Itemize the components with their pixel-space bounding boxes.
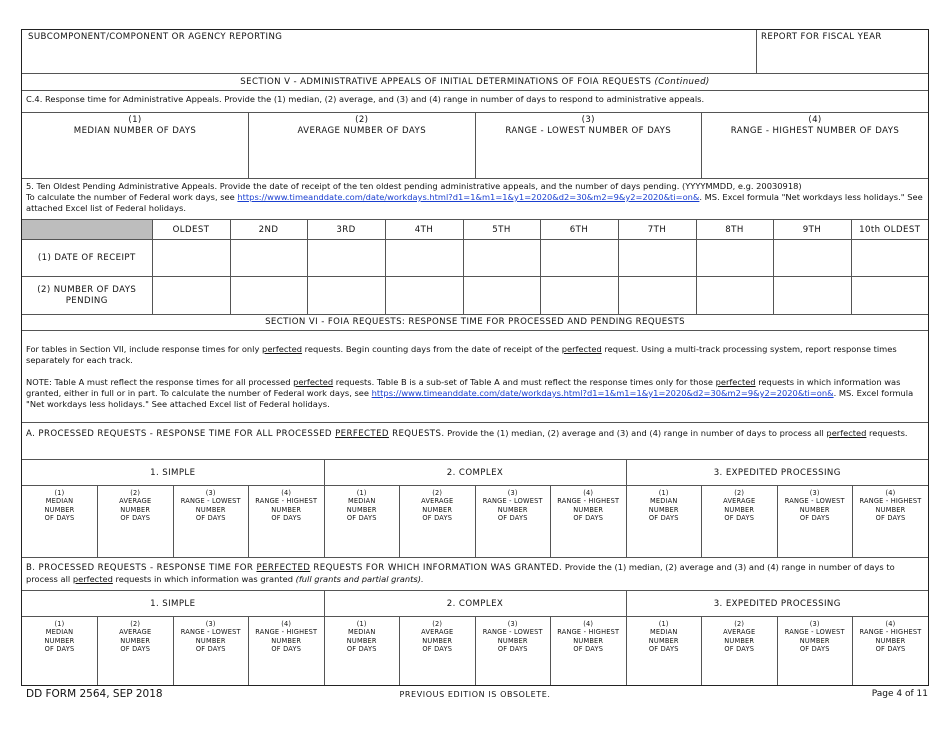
days-cell[interactable] — [540, 277, 618, 315]
days-cell[interactable] — [385, 277, 463, 315]
sub-column-label: (3) RANGE - LOWEST NUMBER OF DAYS — [482, 489, 543, 523]
table-a-title: A. PROCESSED REQUESTS - RESPONSE TIME FOR ALL PROCESSED PERFECTED REQUESTS. Provide the (1) median, (2) average and (3) and (4) range in number of days to process all perfected requests. — [26, 428, 908, 439]
response-time-cell[interactable] — [475, 486, 551, 558]
sub-column-label: (1) MEDIAN NUMBER OF DAYS — [648, 489, 679, 523]
form-id: DD FORM 2564, SEP 2018 — [26, 688, 163, 700]
response-time-cell[interactable] — [475, 617, 551, 687]
receipt-cell[interactable] — [618, 240, 696, 277]
sub-column-label: (1) MEDIAN NUMBER OF DAYS — [346, 489, 377, 523]
track-complex: 2. COMPLEX — [324, 591, 626, 617]
response-time-cell[interactable] — [173, 486, 249, 558]
sub-column-label: (2) AVERAGE NUMBER OF DAYS — [421, 620, 454, 654]
response-time-cell[interactable] — [173, 617, 249, 687]
c4-col-median[interactable]: (1) MEDIAN NUMBER OF DAYS — [22, 113, 249, 178]
days-cell[interactable] — [152, 277, 230, 315]
sub-column-label: (1) MEDIAN NUMBER OF DAYS — [346, 620, 377, 654]
agency-field[interactable] — [22, 30, 757, 73]
days-cell[interactable] — [851, 277, 928, 315]
oldest-row-days — [22, 277, 928, 315]
days-cell[interactable] — [463, 277, 540, 315]
c4-col-lowest[interactable]: (3) RANGE - LOWEST NUMBER OF DAYS — [475, 113, 702, 178]
sub-column-label: (2) AVERAGE NUMBER OF DAYS — [421, 489, 454, 523]
receipt-cell[interactable] — [152, 240, 230, 277]
workdays-link[interactable]: https://www.timeanddate.com/date/workdays.html?d1=1&m1=1&y1=2020&d2=30&m2=9&y2=2020&ti=on& — [371, 388, 834, 398]
oldest-header: 3RD — [307, 220, 385, 240]
receipt-cell[interactable] — [307, 240, 385, 277]
days-cell[interactable] — [773, 277, 851, 315]
oldest-header: 4TH — [385, 220, 463, 240]
oldest-header: 8TH — [696, 220, 773, 240]
row-label-days: (2) NUMBER OF DAYS PENDING — [22, 277, 152, 315]
sub-column-label: (3) RANGE - LOWEST NUMBER OF DAYS — [784, 489, 845, 523]
oldest-corner-cell — [22, 220, 152, 240]
fiscal-year-label: REPORT FOR FISCAL YEAR — [761, 32, 882, 42]
track-complex: 2. COMPLEX — [324, 460, 626, 486]
sub-column-label: (4) RANGE - HIGHEST NUMBER OF DAYS — [557, 620, 620, 654]
oldest-row-receipt — [22, 240, 928, 277]
response-time-cell[interactable] — [626, 486, 702, 558]
response-time-cell[interactable] — [551, 617, 627, 687]
c4-instruction: C.4. Response time for Administrative Appeals. Provide the (1) median, (2) average, and (3) and (4) range in number of days to respond to administrative appeals. — [22, 91, 928, 113]
days-cell[interactable] — [307, 277, 385, 315]
sub-column-label: (3) RANGE - LOWEST NUMBER OF DAYS — [180, 620, 241, 654]
oldest-header: 5TH — [463, 220, 540, 240]
response-time-cell[interactable] — [249, 486, 325, 558]
receipt-cell[interactable] — [696, 240, 773, 277]
sub-column-label: (3) RANGE - LOWEST NUMBER OF DAYS — [180, 489, 241, 523]
response-time-cell[interactable] — [98, 617, 174, 687]
workdays-link[interactable]: https://www.timeanddate.com/date/workdays.html?d1=1&m1=1&y1=2020&d2=30&m2=9&y2=2020&ti=on& — [237, 192, 700, 202]
sub-column-label: (2) AVERAGE NUMBER OF DAYS — [723, 620, 756, 654]
table-b — [22, 590, 928, 686]
sub-column-label: (2) AVERAGE NUMBER OF DAYS — [119, 489, 152, 523]
response-time-cell[interactable] — [400, 617, 476, 687]
response-time-cell[interactable] — [324, 617, 400, 687]
sub-column-label: (4) RANGE - HIGHEST NUMBER OF DAYS — [859, 620, 922, 654]
header-row — [22, 30, 928, 74]
sub-column-label: (1) MEDIAN NUMBER OF DAYS — [648, 620, 679, 654]
response-time-cell[interactable] — [853, 486, 929, 558]
track-expedited: 3. EXPEDITED PROCESSING — [626, 460, 928, 486]
response-time-cell[interactable] — [22, 486, 98, 558]
oldest-table — [22, 219, 928, 315]
oldest-header: 9TH — [773, 220, 851, 240]
receipt-cell[interactable] — [773, 240, 851, 277]
response-time-cell[interactable] — [702, 486, 778, 558]
sub-column-label: (4) RANGE - HIGHEST NUMBER OF DAYS — [255, 620, 318, 654]
receipt-cell[interactable] — [463, 240, 540, 277]
table-a-subcolumns — [22, 486, 928, 558]
sub-column-label: (3) RANGE - LOWEST NUMBER OF DAYS — [784, 620, 845, 654]
section6-instructions — [22, 331, 928, 423]
response-time-cell[interactable] — [777, 486, 853, 558]
sub-column-label: (4) RANGE - HIGHEST NUMBER OF DAYS — [557, 489, 620, 523]
oldest-header: OLDEST — [152, 220, 230, 240]
receipt-cell[interactable] — [540, 240, 618, 277]
response-time-cell[interactable] — [400, 486, 476, 558]
c4-col-highest[interactable]: (4) RANGE - HIGHEST NUMBER OF DAYS — [702, 113, 929, 178]
sub-column-label: (2) AVERAGE NUMBER OF DAYS — [723, 489, 756, 523]
fiscal-year-field[interactable] — [757, 30, 928, 73]
section6-title: SECTION VI - FOIA REQUESTS: RESPONSE TIME FOR PROCESSED AND PENDING REQUESTS — [22, 315, 928, 331]
response-time-cell[interactable] — [324, 486, 400, 558]
response-time-cell[interactable] — [249, 617, 325, 687]
table-a — [22, 459, 928, 558]
section6-para1: For tables in Section VII, include response times for only perfected requests. Begin counting days from the date of receipt of the perfected request. Using a multi-track processing system, report response times separately for each track. — [26, 344, 897, 365]
row-label-receipt: (1) DATE OF RECEIPT — [22, 240, 152, 277]
sub-column-label: (1) MEDIAN NUMBER OF DAYS — [44, 620, 75, 654]
response-time-cell[interactable] — [98, 486, 174, 558]
section5-title: SECTION V - ADMINISTRATIVE APPEALS OF INITIAL DETERMINATIONS OF FOIA REQUESTS (Continued) — [22, 74, 928, 91]
oldest-header: 7TH — [618, 220, 696, 240]
track-simple: 1. SIMPLE — [22, 591, 324, 617]
table-b-title: B. PROCESSED REQUESTS - RESPONSE TIME FOR PERFECTED REQUESTS FOR WHICH INFORMATION WAS GRANTED. Provide the (1) median, (2) average and (3) and (4) range in number of days to process all perfected requests in which information was granted (full grants and partial grants). — [22, 557, 928, 590]
oldest-header: 2ND — [230, 220, 307, 240]
response-time-cell[interactable] — [702, 617, 778, 687]
form-frame — [21, 29, 929, 686]
receipt-cell[interactable] — [851, 240, 928, 277]
response-time-cell[interactable] — [853, 617, 929, 687]
track-simple: 1. SIMPLE — [22, 460, 324, 486]
oldest-header: 6TH — [540, 220, 618, 240]
c4-table — [22, 113, 928, 179]
table-b-tracks — [22, 591, 928, 617]
response-time-cell[interactable] — [626, 617, 702, 687]
section6-note: NOTE: Table A must reflect the response times for all processed perfected requests. Table B is a sub-set of Table A and must reflect the response times only for those perfected requests in which information was granted, either in full or in part. To calculate the number of Federal work days, see https://www.timeanddate.com/date/workdays.html?d1=1&m1=1&y1=2020&d2=30&m2=9&y2=2020&ti=on&. MS. Excel formula "Net workdays less holidays." See attached Excel list of Federal holidays. — [26, 377, 914, 409]
track-expedited: 3. EXPEDITED PROCESSING — [626, 591, 928, 617]
sub-column-label: (2) AVERAGE NUMBER OF DAYS — [119, 620, 152, 654]
receipt-cell[interactable] — [230, 240, 307, 277]
days-cell[interactable] — [618, 277, 696, 315]
response-time-cell[interactable] — [551, 486, 627, 558]
receipt-cell[interactable] — [385, 240, 463, 277]
response-time-cell[interactable] — [22, 617, 98, 687]
sub-column-label: (3) RANGE - LOWEST NUMBER OF DAYS — [482, 620, 543, 654]
table-b-subcolumns — [22, 617, 928, 687]
edition-note: PREVIOUS EDITION IS OBSOLETE. — [399, 690, 551, 699]
page-number: Page 4 of 11 — [871, 689, 928, 699]
table-a-tracks — [22, 460, 928, 486]
response-time-cell[interactable] — [777, 617, 853, 687]
days-cell[interactable] — [696, 277, 773, 315]
c4-col-average[interactable]: (2) AVERAGE NUMBER OF DAYS — [249, 113, 476, 178]
oldest-header: 10th OLDEST — [851, 220, 928, 240]
days-cell[interactable] — [230, 277, 307, 315]
sub-column-label: (4) RANGE - HIGHEST NUMBER OF DAYS — [255, 489, 318, 523]
sub-column-label: (1) MEDIAN NUMBER OF DAYS — [44, 489, 75, 523]
sub-column-label: (4) RANGE - HIGHEST NUMBER OF DAYS — [859, 489, 922, 523]
agency-label: SUBCOMPONENT/COMPONENT OR AGENCY REPORTING — [28, 32, 283, 42]
oldest-instruction: 5. Ten Oldest Pending Administrative Appeals. Provide the date of receipt of the ten oldest pending administrative appeals, and the number of days pending. (YYYYMMDD, e.g. 20030918) To calculate the number of Federal work days, see https://www.timeanddate.com/date/workdays.html?d1=1&m1=1&y1=2020&d2=30&m2=9&y2=2020&ti=on&. MS. Excel formula "Net workdays less holidays." See attached Excel list of Federal holidays. — [26, 181, 923, 213]
oldest-header-row — [22, 220, 928, 240]
